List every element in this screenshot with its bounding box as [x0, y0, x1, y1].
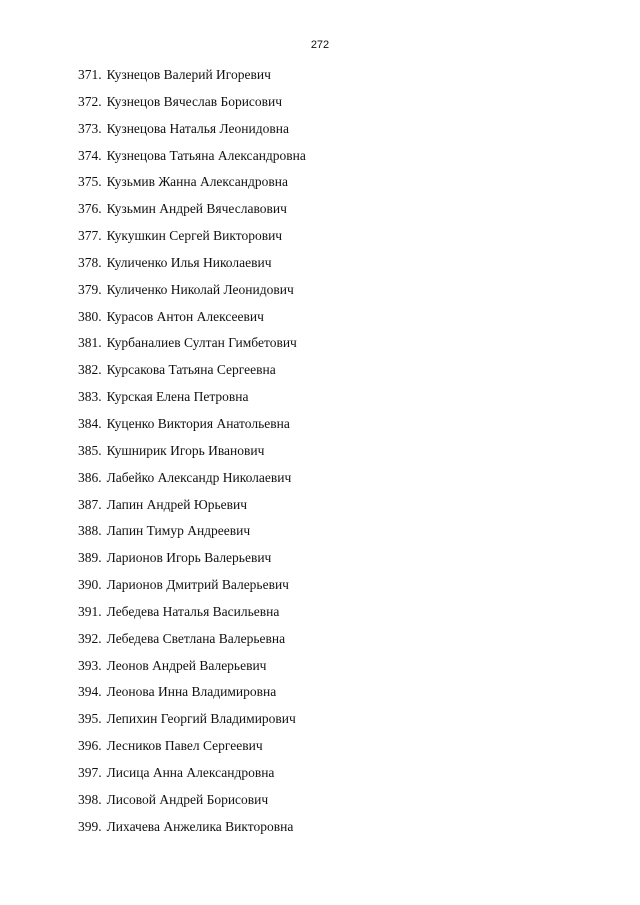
list-item — [78, 467, 306, 494]
list-item — [78, 816, 306, 843]
entry-number: 386. — [78, 469, 102, 485]
entry-name: Леонов Андрей Валерьевич — [106, 657, 267, 673]
entry-number: 390. — [78, 577, 102, 593]
entry-name: Кузнецов Вячеслав Борисович — [106, 93, 283, 109]
entry-number: 378. — [78, 254, 102, 270]
entry-name: Лепихин Георгий Владимирович — [106, 711, 296, 727]
list-item — [78, 332, 306, 359]
entry-number: 388. — [78, 523, 102, 539]
list-item — [78, 520, 306, 547]
list-item — [78, 628, 306, 655]
list-item — [78, 655, 306, 682]
entry-number: 387. — [78, 496, 102, 512]
list-item — [78, 601, 306, 628]
entry-number: 377. — [78, 228, 102, 244]
list-item — [78, 64, 306, 91]
entry-name: Кукушкин Сергей Викторович — [106, 228, 283, 244]
entry-number: 394. — [78, 684, 102, 700]
entry-number: 399. — [78, 818, 102, 834]
list-item — [78, 413, 306, 440]
list-item — [78, 359, 306, 386]
list-item — [78, 252, 306, 279]
list-item — [78, 171, 306, 198]
entry-name: Куличенко Илья Николаевич — [106, 254, 272, 270]
entry-name: Лапин Тимур Андреевич — [106, 523, 251, 539]
entry-number: 374. — [78, 147, 102, 163]
entry-number: 391. — [78, 603, 102, 619]
entry-number: 372. — [78, 93, 102, 109]
entry-number: 379. — [78, 281, 102, 297]
list-item — [78, 198, 306, 225]
entry-number: 398. — [78, 791, 102, 807]
list-item — [78, 306, 306, 333]
list-item — [78, 681, 306, 708]
list-item — [78, 547, 306, 574]
entry-number: 393. — [78, 657, 102, 673]
entry-name: Кузнецов Валерий Игоревич — [106, 67, 271, 82]
entry-number: 392. — [78, 630, 102, 646]
list-item — [78, 145, 306, 172]
entry-name: Лебедева Наталья Васильевна — [106, 603, 280, 619]
entry-number: 395. — [78, 711, 102, 727]
page-number: 272 — [310, 39, 330, 51]
list-item — [78, 574, 306, 601]
entry-number: 380. — [78, 308, 102, 324]
entry-number: 376. — [78, 201, 102, 217]
entry-name: Лебедева Светлана Валерьевна — [106, 630, 286, 646]
list-item — [78, 789, 306, 816]
entry-name: Курбаналиев Султан Гимбетович — [106, 335, 297, 351]
entry-name: Ларионов Дмитрий Валерьевич — [106, 577, 289, 593]
entry-number: 396. — [78, 738, 102, 754]
entry-number: 389. — [78, 550, 102, 566]
entry-name: Кузьмив Жанна Александровна — [106, 174, 288, 190]
list-item — [78, 440, 306, 467]
entry-name: Ларионов Игорь Валерьевич — [106, 550, 272, 566]
list-item — [78, 708, 306, 735]
entry-name: Курасов Антон Алексеевич — [106, 308, 264, 324]
entry-name: Кузьмин Андрей Вячеславович — [106, 201, 287, 217]
entry-number: 381. — [78, 335, 102, 351]
entry-number: 385. — [78, 442, 102, 458]
entry-name: Лисица Анна Александровна — [106, 764, 275, 780]
entry-number: 384. — [78, 415, 102, 431]
entry-number: 373. — [78, 120, 102, 136]
entry-name: Лабейко Александр Николаевич — [106, 469, 292, 485]
list-item — [78, 91, 306, 118]
entry-name: Куценко Виктория Анатольевна — [106, 415, 290, 431]
entry-name: Лесников Павел Сергеевич — [106, 738, 263, 754]
list-item — [78, 118, 306, 145]
entry-name: Курская Елена Петровна — [106, 389, 249, 405]
entry-number: 397. — [78, 764, 102, 780]
entry-name: Лисовой Андрей Борисович — [106, 791, 269, 807]
entry-number: 383. — [78, 389, 102, 405]
list-item — [78, 735, 306, 762]
entry-name: Кушнирик Игорь Иванович — [106, 442, 265, 458]
entry-number: 375. — [78, 174, 102, 190]
entry-number: 371. — [78, 67, 102, 82]
list-item — [78, 279, 306, 306]
entry-name: Лихачева Анжелика Викторовна — [106, 818, 294, 834]
entry-number: 382. — [78, 362, 102, 378]
list-item — [78, 386, 306, 413]
entry-name: Куличенко Николай Леонидович — [106, 281, 294, 297]
entry-name: Леонова Инна Владимировна — [106, 684, 277, 700]
list-item — [78, 494, 306, 521]
list-item — [78, 225, 306, 252]
list-item — [78, 762, 306, 789]
entry-name: Лапин Андрей Юрьевич — [106, 496, 247, 512]
entry-name: Кузнецова Наталья Леонидовна — [106, 120, 289, 136]
entry-name: Кузнецова Татьяна Александровна — [106, 147, 306, 163]
entry-name: Курсакова Татьяна Сергеевна — [106, 362, 276, 378]
name-list — [78, 64, 306, 842]
